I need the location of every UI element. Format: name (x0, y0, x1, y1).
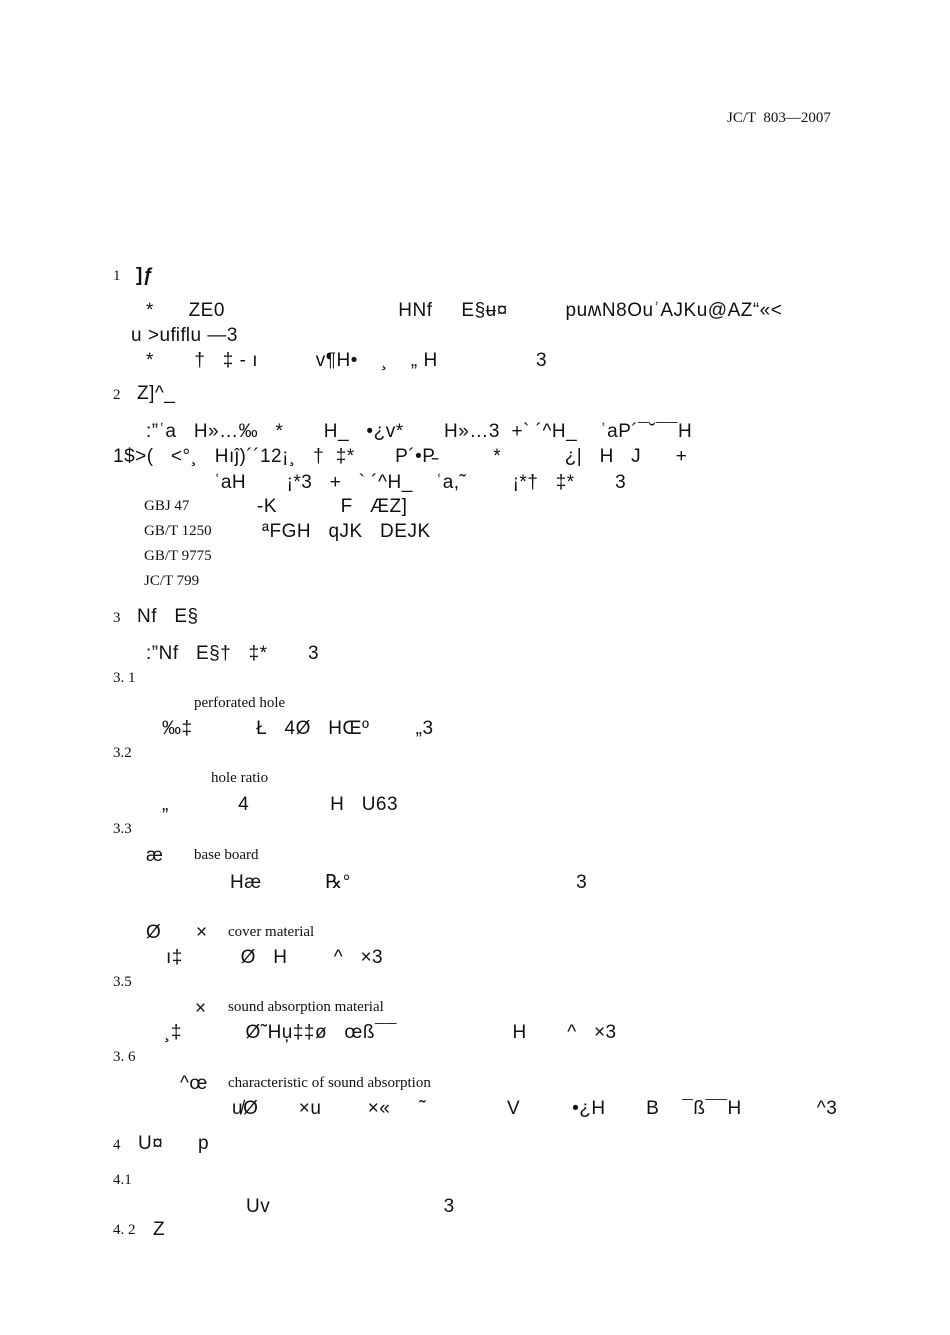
term-3-5-number: 3.5 (113, 974, 132, 990)
term-3-2-number: 3.2 (113, 745, 132, 761)
term-3-4-head: Ø × (146, 922, 208, 943)
sec4-2-number: 4. 2 (113, 1222, 136, 1238)
term-3-2-english: hole ratio (211, 770, 269, 786)
term-3-2-definition: „ 4 H U63 (162, 794, 399, 815)
sec2-num: 2 (113, 387, 121, 403)
ref-gbj47: GBJ 47 (144, 498, 190, 514)
sec1-p1a: * ZE0 HNf E§ʉ¤ puʍN8OuʾAJKu@AZ“«< (146, 300, 783, 321)
term-3-3-english: base board (194, 847, 259, 863)
term-3-6-definition: u̸Ø ×u ×« ˜ V •¿H B ¯ß¯¯H ^3 (232, 1098, 838, 1119)
sec1-p1b: u >uﬁﬂu —3 (131, 325, 238, 346)
sec2-p1c: ʿaH ¡*3 + ` ´^H_ ʿa,˜ ¡*† ‡* 3 (214, 472, 627, 493)
term-3-3-ae: æ (146, 845, 164, 866)
sec1-num: 1 (113, 268, 121, 284)
sec2-p1b: 1$>( <°¸ Hıĵ)´´12¡¸ † ‡* P´•P̵ * ¿| H J + (113, 446, 688, 467)
sec3-title: Nf E§ (137, 606, 199, 627)
ref-gbt9775: GB/T 9775 (144, 548, 212, 564)
term-3-4-english: cover material (228, 924, 315, 940)
term-3-1-number: 3. 1 (113, 670, 136, 686)
sec4-1-number: 4.1 (113, 1172, 132, 1188)
term-3-3-definition: Hæ ℞° 3 (230, 872, 588, 893)
sec3-num: 3 (113, 610, 121, 626)
ref-gbj47-title: -K F ÆZ] (257, 496, 408, 517)
term-3-6-oe: ^œ (180, 1073, 208, 1094)
term-3-4-definition: ı‡ Ø H ^ ×3 (166, 947, 384, 968)
term-3-6-english: characteristic of sound absorption (228, 1075, 431, 1091)
term-3-6-number: 3. 6 (113, 1049, 136, 1065)
sec1-p2: * † ‡ - ı v¶H• ¸ „ H 3 (146, 350, 548, 371)
sec4-1-text: Uv 3 (246, 1196, 455, 1217)
term-3-1-english: perforated hole (194, 695, 286, 711)
header-doc-code: JC/T 803—2007 (727, 110, 831, 126)
term-3-5-x: × (195, 998, 207, 1019)
sec4-title: U¤ p (138, 1133, 210, 1154)
sec2-p1a: :”ʿa H»…‰ * H_ •¿v* H»…3 +` ´^H_ ʿaP´¯˘¯¯H (146, 421, 693, 442)
ref-jct799: JC/T 799 (144, 573, 200, 589)
ref-gbt1250-title: ªFGH qJK DEJK (262, 521, 431, 542)
term-3-5-english: sound absorption material (228, 999, 384, 1015)
sec1-title: ]ƒ (136, 265, 154, 286)
sec3-p1: :”Nf E§† ‡* 3 (146, 643, 320, 664)
ref-gbt1250: GB/T 1250 (144, 523, 212, 539)
sec4-2-z: Z (153, 1219, 166, 1240)
term-3-3-number: 3.3 (113, 821, 132, 837)
sec2-title: Z]^_ (137, 383, 176, 404)
sec4-num: 4 (113, 1137, 121, 1153)
term-3-1-definition: ‰‡ Ł 4Ø HŒº „3 (162, 718, 434, 739)
term-3-5-definition: ¸‡ Ø˜Hu̦‡‡ø œß¯¯ H ^ ×3 (164, 1022, 617, 1043)
